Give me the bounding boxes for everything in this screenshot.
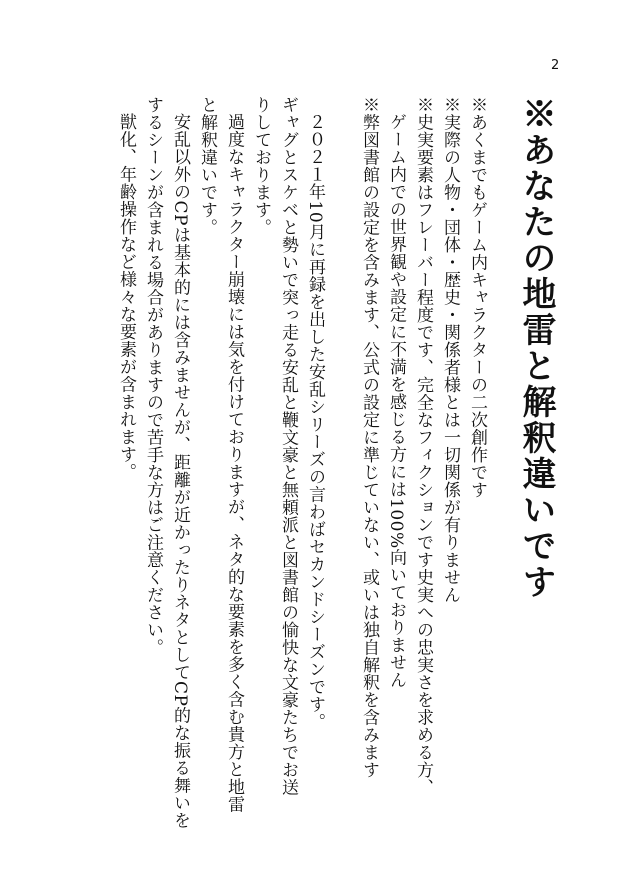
paragraph-line: 安乱以外のCPは基本的には含みませんが、距離が近かったりネタとしてCP的な振る舞いを	[170, 113, 190, 829]
body-text	[112, 96, 490, 829]
page-number: 2	[551, 58, 560, 73]
note-line: ※弊図書館の設定を含みます、公式の設定に準じていない、或いは独自解釈を含みます	[359, 96, 379, 779]
note-line: ※実際の人物・団体・歴史・関係者様とは一切関係が有りません	[440, 96, 460, 604]
paragraph-line: するシーンが含まれる場合がありますので苦手な方はご注意ください。	[143, 96, 163, 656]
paragraph-line: 過度なキャラクター崩壊には気を付けておりますが、ネタ的な要素を多く含む貴方と地雷	[224, 113, 244, 813]
paragraph-line: りしております。	[251, 96, 271, 236]
paragraph-line: ギャグとスケベと勢いで突っ走る安乱と鞭文豪と無頼派と図書館の愉快な文豪たちでお送	[278, 96, 298, 796]
paragraph-line: 獣化、年齢操作など様々な要素が含まれます。	[116, 113, 136, 481]
blank-line	[328, 96, 355, 816]
note-line: ゲーム内での世界観や設定に不満を感じる方には100%向いておりません	[386, 113, 406, 689]
note-line: ※史実要素はフレーバー程度です、完全なフィクションです史実への忠実さを求める方、	[413, 96, 433, 796]
note-line: ※あくまでもゲーム内キャラクターの二次創作です	[467, 96, 487, 499]
paragraph-line: と解釈違いです。	[197, 96, 217, 236]
paragraph-line: ２０２１年10月に再録を出した安乱シリーズの言わばセカンドシーズンです。	[305, 113, 325, 731]
page-title: ※あなたの地雷と解釈違いです	[516, 96, 556, 600]
